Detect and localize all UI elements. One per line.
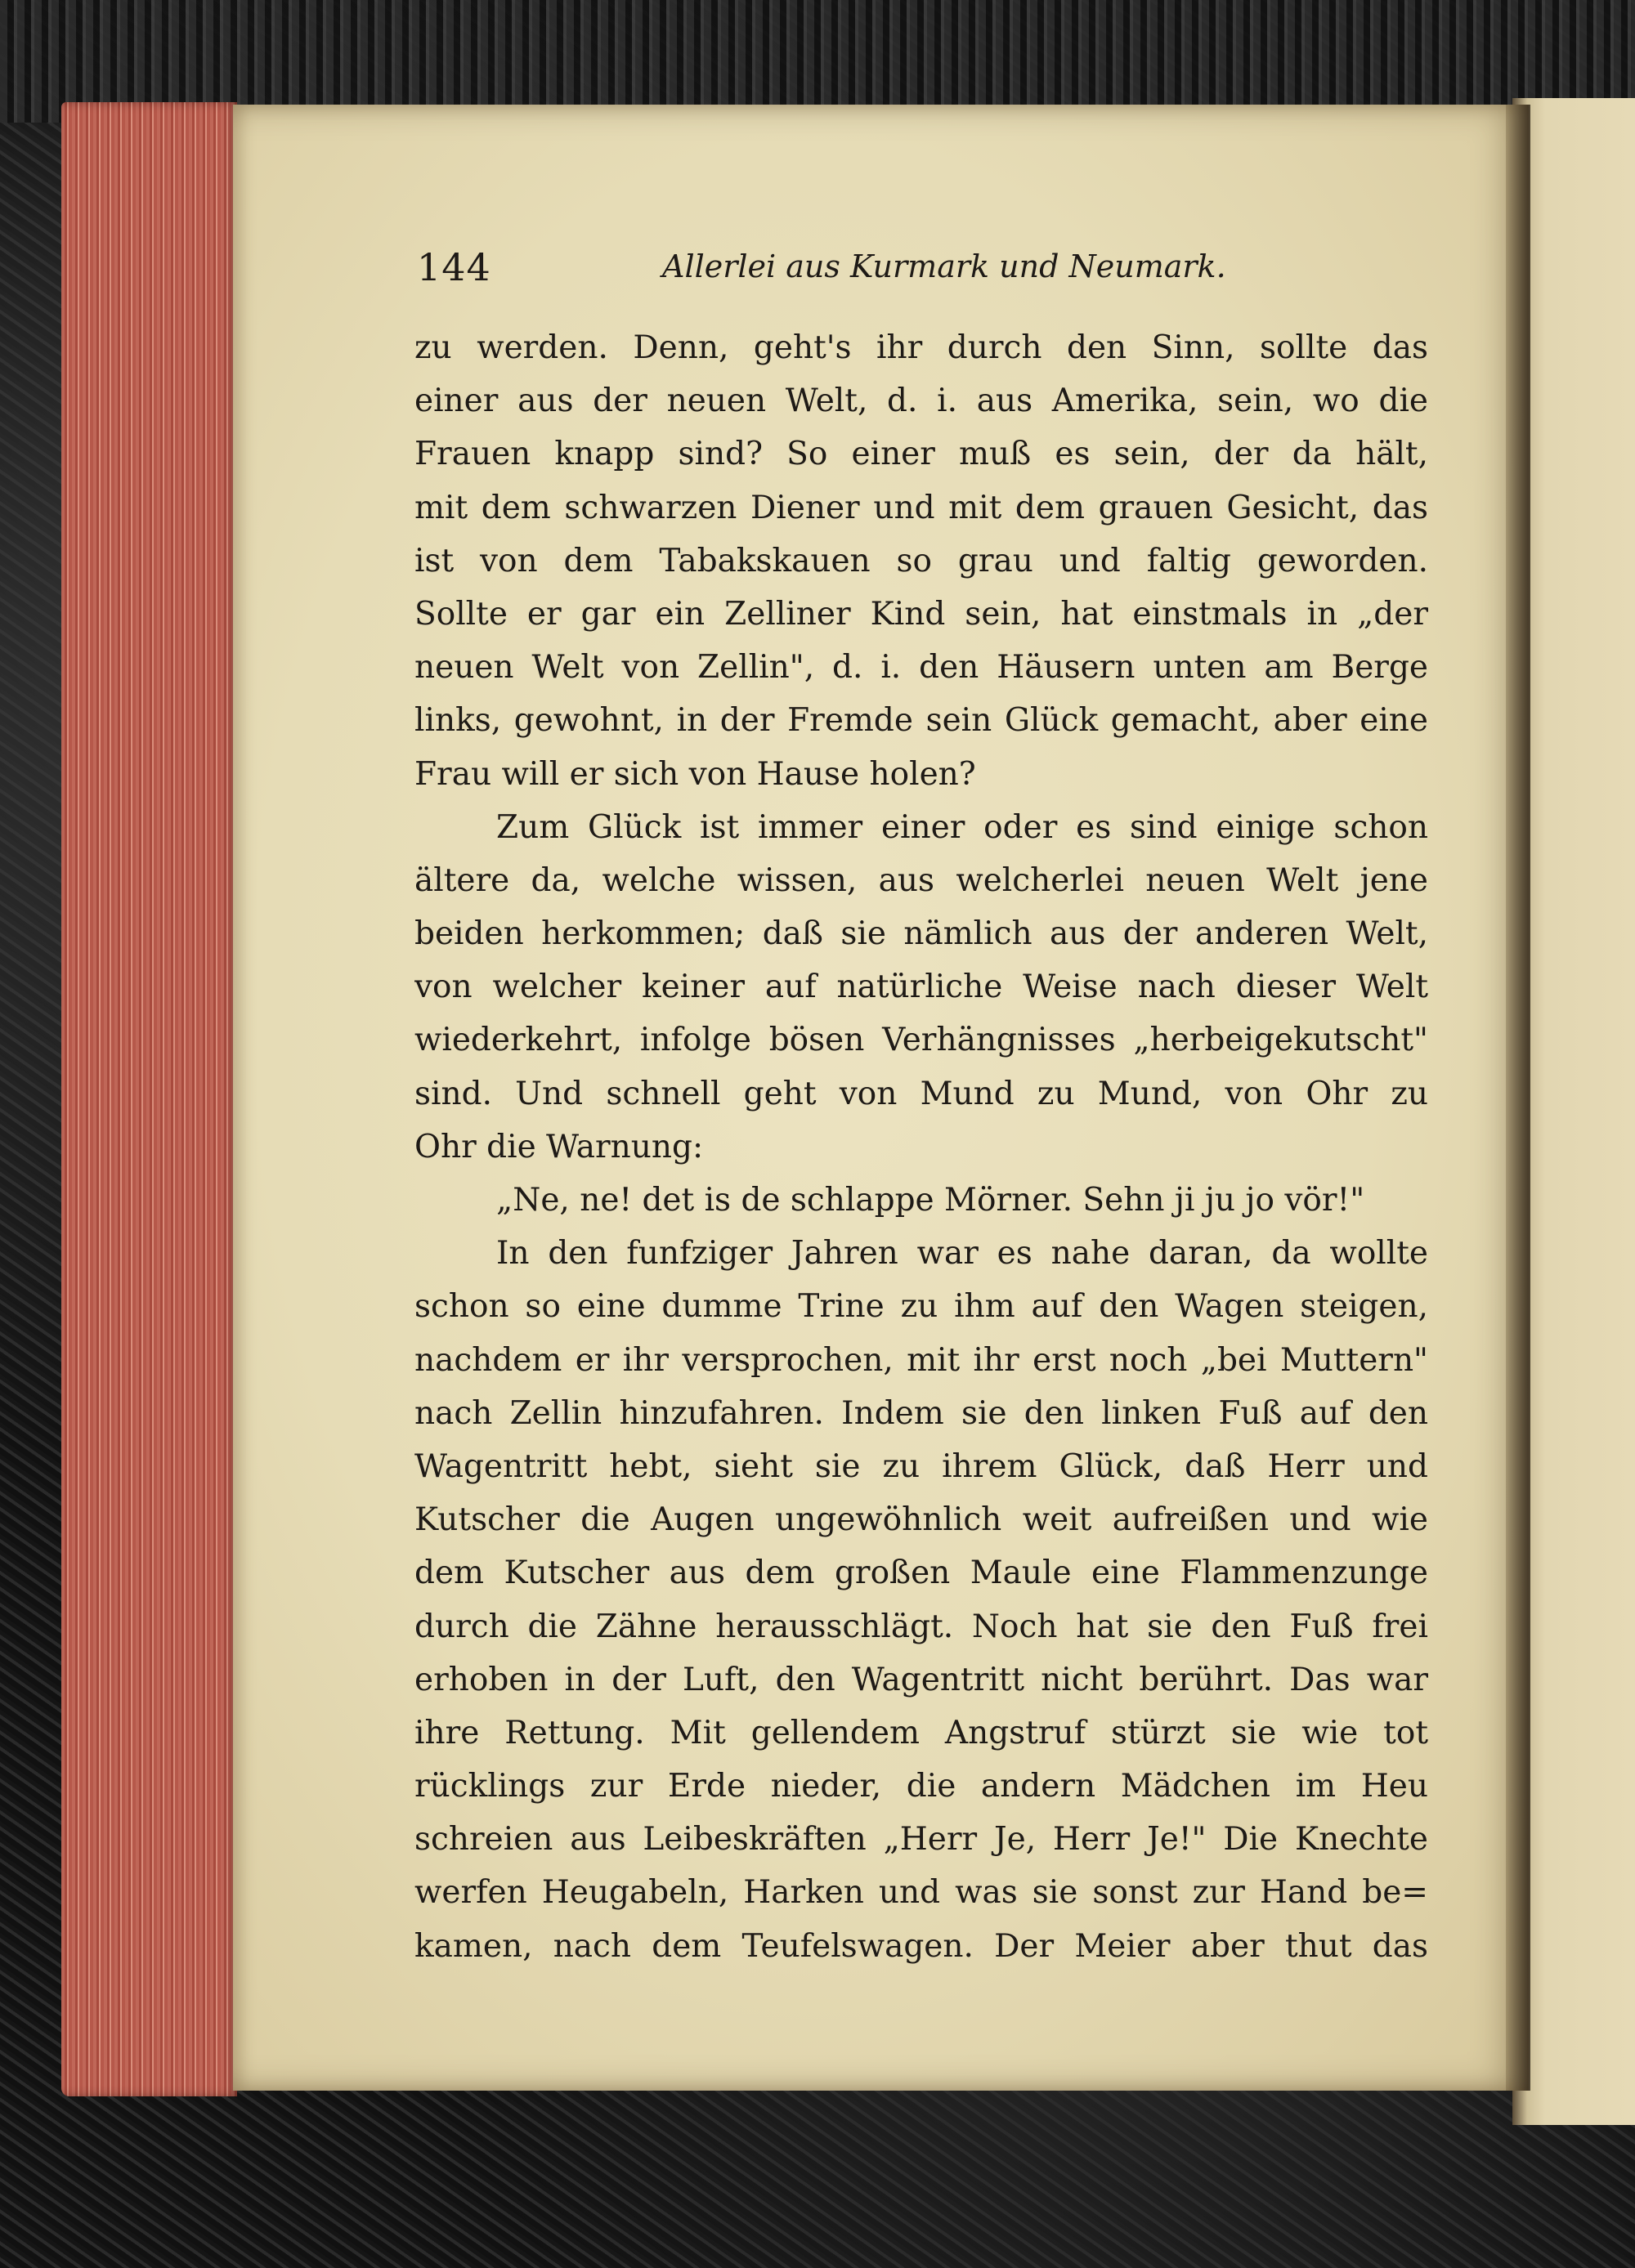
- text-line: sind. Und schnell geht von Mund zu Mund, von Ohr zu: [414, 1075, 1428, 1112]
- text-line: rücklings zur Erde nieder, die andern Mädchen im Heu: [414, 1768, 1428, 1805]
- text-line: kamen, nach dem Teufelswagen. Der Meier aber thut das: [414, 1927, 1428, 1965]
- page-number: 144: [417, 245, 491, 289]
- text-line: Wagentritt hebt, sieht sie zu ihrem Glück, daß Herr und: [414, 1447, 1428, 1485]
- text-line: In den funfziger Jahren war es nahe daran, da wollte: [496, 1235, 1428, 1273]
- running-title: Allerlei aus Kurmark und Neumark.: [662, 248, 1226, 284]
- text-line: nach Zellin hinzufahren. Indem sie den linken Fuß auf den: [414, 1394, 1428, 1432]
- text-line: Frau will er sich von Hause holen?: [414, 755, 976, 793]
- text-line: werfen Heugabeln, Harken und was sie sonst zur Hand be=: [414, 1874, 1428, 1912]
- page-gutter-shadow: [1506, 105, 1530, 2091]
- text-line: dem Kutscher aus dem großen Maule eine Flammenzunge: [414, 1554, 1428, 1592]
- text-line: ältere da, welche wissen, aus welcherlei neuen Welt jene: [414, 861, 1428, 899]
- text-line: ihre Rettung. Mit gellendem Angstruf stürzt sie wie tot: [414, 1714, 1428, 1751]
- text-line: ist von dem Tabakskauen so grau und faltig geworden.: [414, 542, 1428, 579]
- text-line: Frauen knapp sind? So einer muß es sein, der da hält,: [414, 436, 1428, 473]
- text-line: mit dem schwarzen Diener und mit dem grauen Gesicht, das: [414, 489, 1428, 526]
- text-line: Ohr die Warnung:: [414, 1128, 704, 1165]
- text-line: erhoben in der Luft, den Wagentritt nicht berührt. Das war: [414, 1661, 1428, 1698]
- text-line: schon so eine dumme Trine zu ihm auf den Wagen steigen,: [414, 1288, 1428, 1326]
- red-page-edges: [61, 102, 237, 2096]
- text-line: beiden herkommen; daß sie nämlich aus der anderen Welt,: [414, 915, 1428, 953]
- text-line: wiederkehrt, infolge bösen Verhängnisses „herbeigekutscht": [414, 1022, 1428, 1059]
- text-line: links, gewohnt, in der Fremde sein Glück gemacht, aber eine: [414, 702, 1428, 740]
- body-text: [414, 321, 1428, 1973]
- text-line: von welcher keiner auf natürliche Weise nach dieser Welt: [414, 968, 1428, 1006]
- page-header: [417, 245, 1226, 294]
- text-line: zu werden. Denn, geht's ihr durch den Sinn, sollte das: [414, 329, 1428, 366]
- text-line: Sollte er gar ein Zelliner Kind sein, hat einstmals in „der: [414, 595, 1428, 633]
- text-line: einer aus der neuen Welt, d. i. aus Amerika, sein, wo die: [414, 382, 1428, 420]
- text-line: Kutscher die Augen ungewöhnlich weit aufreißen und wie: [414, 1501, 1428, 1539]
- dialect-quote-line: „Ne, ne! det is de schlappe Mörner. Sehn ji ju jo vör!": [496, 1182, 1365, 1219]
- text-line: schreien aus Leibeskräften „Herr Je, Herr Je!" Die Knechte: [414, 1821, 1428, 1859]
- text-line: nachdem er ihr versprochen, mit ihr erst noch „bei Muttern": [414, 1341, 1428, 1379]
- facing-page-edge: [1512, 98, 1635, 2125]
- text-line: neuen Welt von Zellin", d. i. den Häusern unten am Berge: [414, 649, 1428, 687]
- text-line: durch die Zähne herausschlägt. Noch hat sie den Fuß frei: [414, 1608, 1428, 1645]
- text-line: Zum Glück ist immer einer oder es sind einige schon: [496, 808, 1428, 846]
